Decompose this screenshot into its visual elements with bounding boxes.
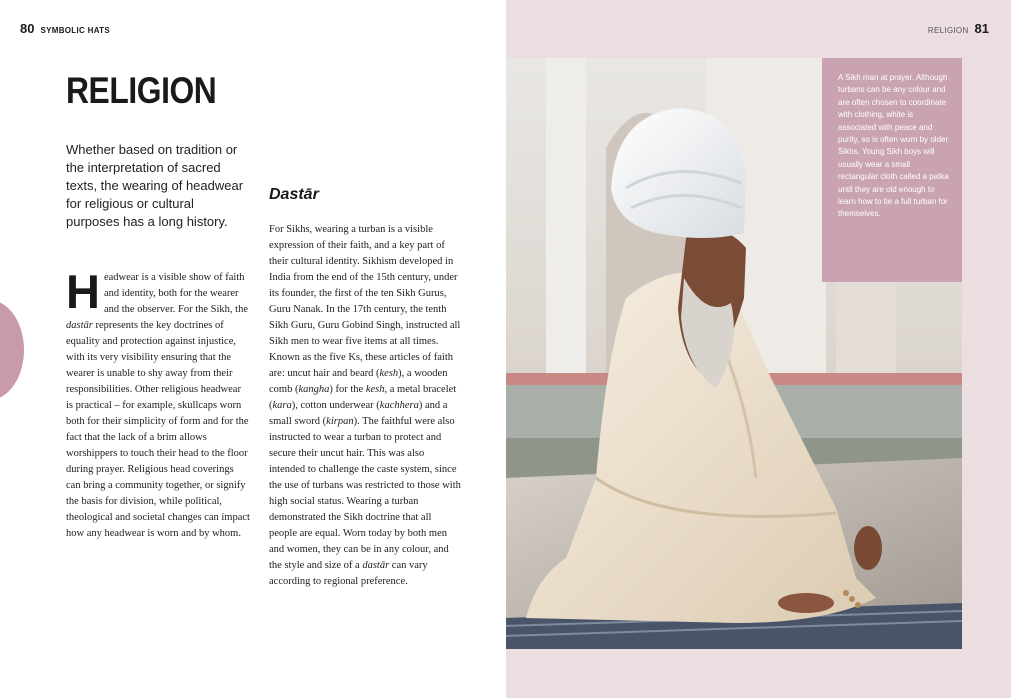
body-text: ). The faithful were also instructed to wear a turban to protect and secure their uncut hair. This was also intended to challenge the caste system, since the use of turbans was restricted to those with high social status. Wearing a turban demonstrated the Sikh doctrine that all people are equal. Worn today by both men and women, they can be in any colour, and the style and size of a [269,416,461,571]
decorative-circle [0,300,24,400]
body-column-1 [66,265,250,542]
body-text: ), cotton underwear ( [291,400,380,411]
body-text-italic: kirpan [326,416,354,427]
body-text-italic: kachhera [379,400,419,411]
body-text: represents the key doctrines of equality and protection against injustice, with its very visibility ensuring that the wearer is unable to shy away from their responsibilities. Other religious headwear is practical – for example, skullcaps worn both for their simplicity of form and for the fact that the lack of a brim allows worshippers to touch their head to the floor during prayer. Religious head coverings can bring a community together, or signify the basis for division, while political, theological and societal changes can impact how any headwear is worn and by whom. [66,320,250,539]
right-page-header [928,21,989,36]
body-text: , a metal bracelet ( [269,384,457,411]
body-text-italic: dastār [66,320,93,331]
subheading: Dastār [269,186,319,203]
drop-cap: H [66,265,100,318]
running-header-left: SYMBOLIC HATS [40,26,110,35]
body-text-italic: dastār [362,560,390,571]
body-text: eadwear is a visible show of faith and identity, both for the wearer and the observer. For the Sikh, the [103,272,249,315]
body-text: For Sikhs, wearing a turban is a visible expression of their faith, and a key part of their cultural identity. Sikhism developed in India from the end of the 15th century, under its founder, the first of the ten Sikh Gurus, Guru Nanak. In the 17th century, the tenth Sikh Guru, Guru Gobind Singh, instructed all Sikh men to wear five items at all times. Known as the five Ks, these articles of faith are: uncut hair and beard ( [269,224,461,379]
page-number-left: 80 [20,21,35,36]
running-header-right: RELIGION [927,26,969,35]
body-text: ) for the [329,384,366,395]
page-number-right: 81 [974,21,989,36]
intro-paragraph: Whether based on tradition or the interpretation of sacred texts, the wearing of headwear for religious or cultural purposes has a long history. [66,142,244,229]
body-text-italic: kangha [298,384,330,395]
body-column-2 [269,222,461,590]
body-text: ) and a small sword ( [269,400,448,427]
body-text-italic: kesh [379,368,399,379]
photo-caption: A Sikh man at prayer. Although turbans can be any colour and are often chosen to coordinate with clothing, white is associated with peace and purity, so is often worn by older Sikhs. Young Sikh boys will usually wear a small rectangular cloth called a patka until they are old enough to learn how to tie a full turban for themselves. [838,73,949,219]
body-text: ), a wooden comb ( [269,368,448,395]
left-page-header [20,21,110,36]
body-text-italic: kara [272,400,292,411]
body-text-italic: kesh [365,384,385,395]
page-title: RELIGION [66,70,217,111]
body-text: can vary according to regional preference. [269,560,428,587]
